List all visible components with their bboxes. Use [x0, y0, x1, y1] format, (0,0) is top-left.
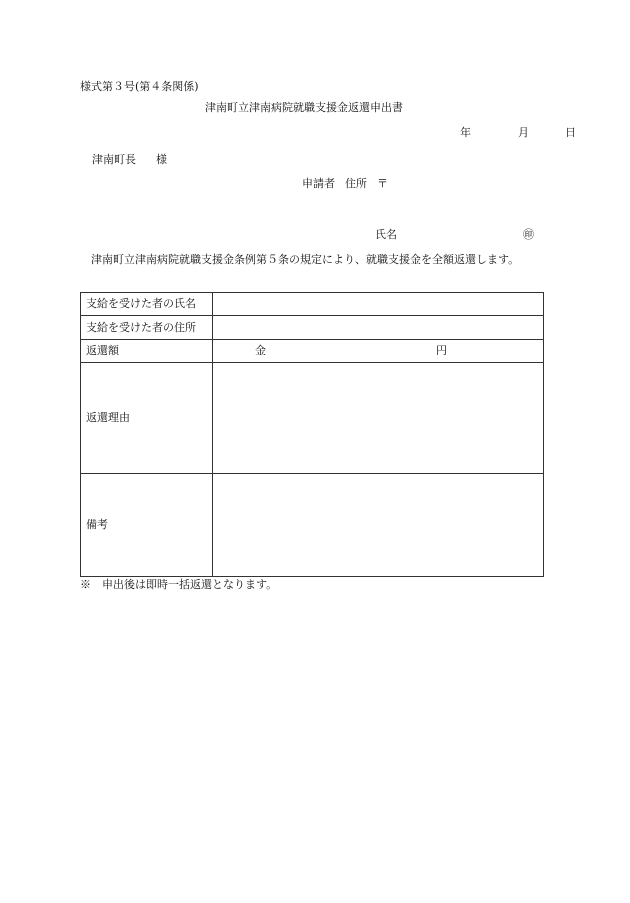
- addressee-name: 津南町長: [92, 153, 136, 166]
- date-year-label: 年: [460, 126, 471, 139]
- recipient-address-label: 支給を受けた者の住所: [81, 316, 213, 340]
- date-line: [460, 126, 576, 140]
- recipient-name-field[interactable]: [213, 293, 544, 316]
- form-number: 様式第３号(第４条関係): [80, 80, 199, 93]
- addressee: [92, 153, 167, 167]
- applicant-label: 申請者: [302, 177, 335, 190]
- postal-mark: 〒: [377, 177, 388, 190]
- refund-amount-label: 返還額: [81, 340, 213, 363]
- refund-reason-field[interactable]: [213, 363, 544, 474]
- footnote: ※ 申出後は即時一括返還となります。: [80, 578, 278, 591]
- table-row: [81, 340, 544, 363]
- table-row: [81, 363, 544, 474]
- date-day-label: 日: [565, 126, 576, 139]
- address-label: 住所: [345, 177, 367, 190]
- remarks-label: 備考: [81, 474, 213, 577]
- document-title: 津南町立津南病院就職支援金返還申出書: [205, 101, 403, 114]
- seal-mark: ㊞: [523, 228, 534, 241]
- refund-amount-field[interactable]: [213, 340, 544, 363]
- amount-prefix: 金: [255, 344, 266, 357]
- refund-reason-label: 返還理由: [81, 363, 213, 474]
- recipient-name-label: 支給を受けた者の氏名: [81, 293, 213, 316]
- applicant-name-label: 氏名: [375, 228, 397, 241]
- remarks-field[interactable]: [213, 474, 544, 577]
- table-row: [81, 316, 544, 340]
- refund-form-table: [80, 292, 544, 577]
- applicant-address-line: [302, 177, 388, 191]
- addressee-honorific: 様: [156, 153, 167, 166]
- body-text: 津南町立津南病院就職支援金条例第５条の規定により、就職支援金を全額返還します。: [91, 253, 520, 266]
- table-row: [81, 474, 544, 577]
- amount-unit: 円: [436, 344, 447, 357]
- date-month-label: 月: [518, 126, 529, 139]
- recipient-address-field[interactable]: [213, 316, 544, 340]
- table-row: [81, 293, 544, 316]
